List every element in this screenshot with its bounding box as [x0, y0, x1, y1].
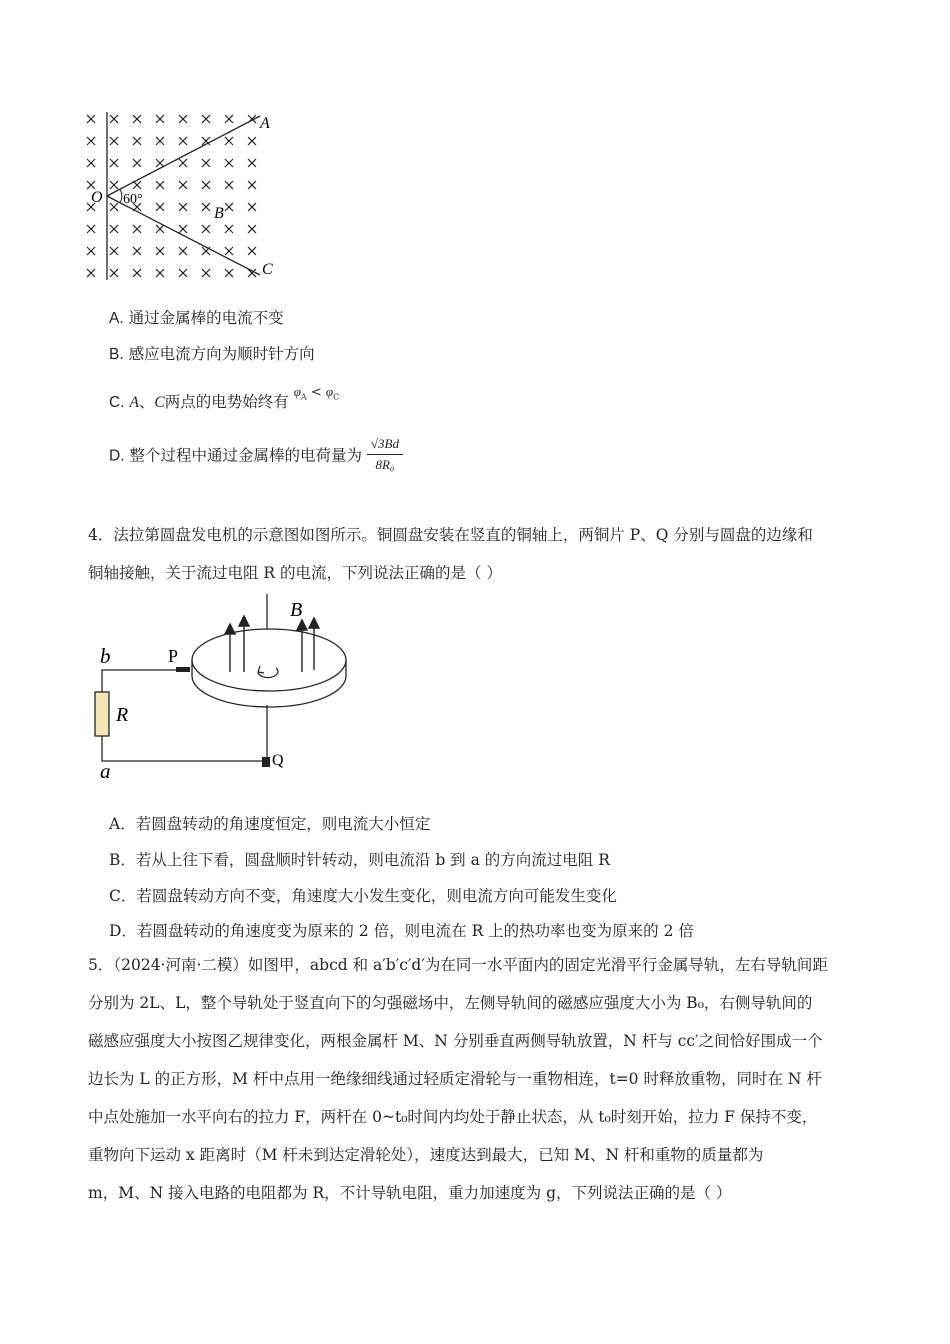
q3-option-c-text: 两点的电势始终有	[164, 393, 289, 411]
q3-option-b	[109, 342, 315, 364]
q3-option-d	[109, 438, 403, 475]
q4-option-d: D．若圆盘转动的角速度变为原来的 2 倍，则电流在 R 上的热功率也变为原来的 2 倍	[109, 922, 694, 940]
q3-option-c-letter: C.	[109, 394, 125, 411]
brush-P	[176, 667, 190, 672]
q4-option-c: C．若圆盘转动方向不变，角速度大小发生变化，则电流方向可能发生变化	[109, 887, 617, 905]
field-crosses	[87, 115, 256, 277]
q5-stem-line4: 边长为 L 的正方形，M 杆中点用一绝缘细线通过轻质定滑轮与一重物相连，t=0 时释放重物，同时在 N 杆	[88, 1070, 822, 1088]
label-P: P	[168, 646, 179, 666]
q3-option-c-var1: A	[129, 394, 139, 411]
brush-Q	[262, 757, 270, 767]
q3-option-d-fraction	[367, 436, 403, 473]
label-O: O	[91, 189, 103, 206]
q3-option-c-sep: 、	[138, 393, 155, 411]
angle-arc	[120, 189, 122, 203]
angle-label: 60°	[123, 192, 143, 207]
fraction-denominator: 8R₀	[375, 457, 395, 472]
label-R: R	[116, 704, 129, 726]
q5-stem-line3: 磁感应强度大小按图乙规律变化，两根金属杆 M、N 分别垂直两侧导轨放置，N 杆与 cc′之间恰好围成一个	[88, 1032, 823, 1050]
wire-bottom	[102, 736, 264, 761]
magnetic-field-figure	[80, 108, 290, 288]
resistor-R	[95, 692, 109, 736]
q5-stem-line2: 分别为 2L、L，整个导轨处于竖直向下的匀强磁场中，左侧导轨间的磁感应强度大小为 B₀，右侧导轨间的	[88, 994, 813, 1012]
wire-top	[102, 670, 178, 692]
label-Q: Q	[272, 752, 284, 769]
label-b: b	[100, 644, 111, 668]
q5-stem-line7: m，M、N 接入电路的电阻都为 R，不计导轨电阻，重力加速度为 g，下列说法正确的是（ ）	[88, 1184, 732, 1202]
disk-top	[192, 629, 346, 691]
q3-option-c-inequality: φA < φC	[293, 384, 340, 402]
q5-stem-line6: 重物向下运动 x 距离时（M 杆未到达定滑轮处），速度达到最大，已知 M、N 杆和重物的质量都为	[88, 1146, 764, 1164]
q4-option-a: A．若圆盘转动的角速度恒定，则电流大小恒定	[109, 815, 431, 833]
q3-option-a-letter: A.	[109, 310, 124, 327]
faraday-disk-figure	[92, 590, 362, 785]
q3-option-c	[109, 384, 340, 413]
q3-option-b-letter: B.	[109, 346, 124, 363]
q3-option-d-text: 整个过程中通过金属棒的电荷量为	[129, 446, 362, 465]
q3-option-d-letter: D.	[109, 447, 125, 465]
label-C: C	[262, 261, 273, 278]
q5-stem-line1: 5．（2024·河南·二模）如图甲，abcd 和 a′b′c′d′为在同一水平面内的固定光滑平行金属导轨，左右导轨间距	[88, 956, 828, 974]
q3-option-c-var2: C	[154, 394, 165, 411]
q3-option-a-text: 通过金属棒的电流不变	[128, 309, 284, 327]
fraction-numerator: √3Bd	[367, 436, 403, 455]
q3-option-a	[109, 306, 284, 328]
label-B: B	[214, 205, 224, 222]
q5-stem-line5: 中点处施加一水平向右的拉力 F，两杆在 0~t₀时间内均处于静止状态，从 t₀时刻开始，拉力 F 保持不变，	[88, 1108, 818, 1126]
q4-option-b: B．若从上往下看，圆盘顺时针转动，则电流沿 b 到 a 的方向流过电阻 R	[109, 851, 610, 869]
label-A: A	[260, 115, 270, 132]
q4-stem-line2: 铜轴接触，关于流过电阻 R 的电流，下列说法正确的是（ ）	[88, 564, 502, 582]
label-a: a	[100, 759, 111, 783]
q4-stem-line1: 4．法拉第圆盘发电机的示意图如图所示。铜圆盘安装在竖直的铜轴上，两铜片 P、Q 分别与圆盘的边缘和	[88, 526, 813, 544]
label-B-field: B	[290, 599, 303, 621]
q3-option-b-text: 感应电流方向为顺时针方向	[128, 345, 315, 363]
